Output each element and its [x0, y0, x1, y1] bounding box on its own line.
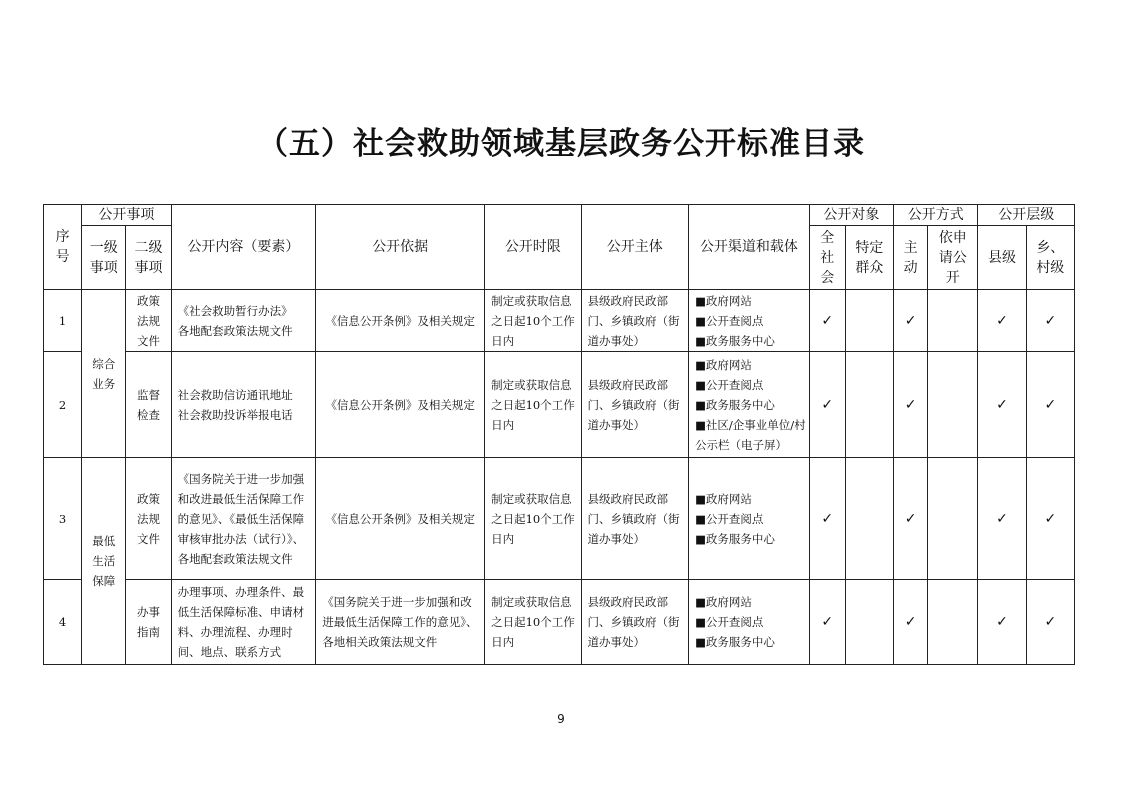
header-layer: 公开层级 [978, 205, 1075, 226]
row-number: 2 [44, 352, 82, 458]
channel-item: ■政府网站 [695, 595, 752, 609]
check-village: ✓ [1026, 352, 1074, 458]
content-cell: 《社会救助暂行办法》 各地配套政策法规文件 [171, 290, 316, 352]
basis-cell: 《信息公开条例》及相关规定 [316, 352, 485, 458]
check-village: ✓ [1026, 290, 1074, 352]
deadline-cell: 制定或获取信息之日起10个工作日内 [485, 580, 581, 665]
header-deadline: 公开时限 [485, 205, 581, 290]
table-row [44, 290, 1075, 352]
page-title: （五）社会救助领域基层政务公开标准目录 [257, 126, 865, 162]
channel-item: ■社区/企事业单位/村公示栏（电子屏） [695, 417, 806, 452]
content-cell: 社会救助信访通讯地址 社会救助投诉举报电话 [171, 352, 316, 458]
deadline-cell: 制定或获取信息之日起10个工作日内 [485, 352, 581, 458]
header-subject: 公开主体 [581, 205, 689, 290]
channel-cell [689, 352, 810, 458]
row-number: 1 [44, 290, 82, 352]
header-target: 公开对象 [809, 205, 893, 226]
row-number: 3 [44, 458, 82, 580]
channel-item: ■公开查阅点 [695, 615, 764, 629]
check-county: ✓ [978, 290, 1026, 352]
channel-item: ■公开查阅点 [695, 313, 764, 328]
channel-item: ■政务服务中心 [695, 531, 775, 546]
subject-cell: 县级政府民政部门、乡镇政府（街道办事处） [581, 290, 689, 352]
header-method: 公开方式 [894, 205, 978, 226]
check-specific [845, 458, 893, 580]
channel-item: ■公开查阅点 [695, 377, 764, 392]
subject-cell: 县级政府民政部门、乡镇政府（街道办事处） [581, 580, 689, 665]
channel-item: ■政府网站 [695, 293, 752, 308]
check-village: ✓ [1026, 458, 1074, 580]
catalog-table [43, 204, 1075, 665]
channel-cell [689, 290, 810, 352]
header-method-active: 主动 [894, 226, 928, 290]
channel-cell [689, 458, 810, 580]
header-channel: 公开渠道和载体 [689, 205, 810, 290]
page-number: 9 [557, 712, 565, 726]
level1-cell: 最低生活保障 [82, 458, 126, 665]
check-county: ✓ [978, 458, 1026, 580]
check-specific [845, 580, 893, 665]
check-active: ✓ [894, 458, 928, 580]
level2-cell: 政策法规文件 [126, 290, 171, 352]
check-active: ✓ [894, 580, 928, 665]
check-request [928, 458, 978, 580]
header-items: 公开事项 [82, 205, 171, 226]
check-active: ✓ [894, 290, 928, 352]
basis-cell: 《信息公开条例》及相关规定 [316, 290, 485, 352]
header-method-request: 依申请公开 [928, 226, 978, 290]
header-seq: 序号 [44, 205, 82, 290]
channel-cell [689, 580, 810, 665]
subject-cell: 县级政府民政部门、乡镇政府（街道办事处） [581, 458, 689, 580]
check-all: ✓ [809, 458, 845, 580]
check-county: ✓ [978, 352, 1026, 458]
table-row [44, 352, 1075, 458]
header-layer-village: 乡、村级 [1026, 226, 1074, 290]
subject-cell: 县级政府民政部门、乡镇政府（街道办事处） [581, 352, 689, 458]
check-county: ✓ [978, 580, 1026, 665]
level2-cell: 政策法规文件 [126, 458, 171, 580]
deadline-cell: 制定或获取信息之日起10个工作日内 [485, 458, 581, 580]
channel-item: ■政府网站 [695, 491, 752, 506]
level1-cell: 综合业务 [82, 290, 126, 458]
table-row [44, 580, 1075, 665]
level2-cell: 监督检查 [126, 352, 171, 458]
check-request [928, 580, 978, 665]
channel-item: ■政务服务中心 [695, 397, 775, 412]
row-number: 4 [44, 580, 82, 665]
header-layer-county: 县级 [978, 226, 1026, 290]
table-row [44, 458, 1075, 580]
check-active: ✓ [894, 352, 928, 458]
content-cell: 办理事项、办理条件、最低生活保障标准、申请材料、办理流程、办理时间、地点、联系方式 [171, 580, 316, 665]
basis-cell: 《国务院关于进一步加强和改进最低生活保障工作的意见》、各地相关政策法规文件 [316, 580, 485, 665]
channel-item: ■公开查阅点 [695, 511, 764, 526]
basis-cell: 《信息公开条例》及相关规定 [316, 458, 485, 580]
deadline-cell: 制定或获取信息之日起10个工作日内 [485, 290, 581, 352]
check-request [928, 352, 978, 458]
check-village: ✓ [1026, 580, 1074, 665]
check-all: ✓ [809, 290, 845, 352]
header-basis: 公开依据 [316, 205, 485, 290]
check-request [928, 290, 978, 352]
check-all: ✓ [809, 580, 845, 665]
check-specific [845, 352, 893, 458]
channel-item: ■政务服务中心 [695, 333, 775, 348]
header-level2: 二级事项 [126, 226, 171, 290]
check-specific [845, 290, 893, 352]
header-target-specific: 特定群众 [845, 226, 893, 290]
check-all: ✓ [809, 352, 845, 458]
channel-item: ■政务服务中心 [695, 635, 775, 649]
channel-item: ■政府网站 [695, 357, 752, 372]
header-level1: 一级事项 [82, 226, 126, 290]
header-target-all: 全社会 [809, 226, 845, 290]
level2-cell: 办事指南 [126, 580, 171, 665]
header-content: 公开内容（要素） [171, 205, 316, 290]
content-cell: 《国务院关于进一步加强和改进最低生活保障工作的意见》、《最低生活保障审核审批办法（试行）》、各地配套政策法规文件 [171, 458, 316, 580]
